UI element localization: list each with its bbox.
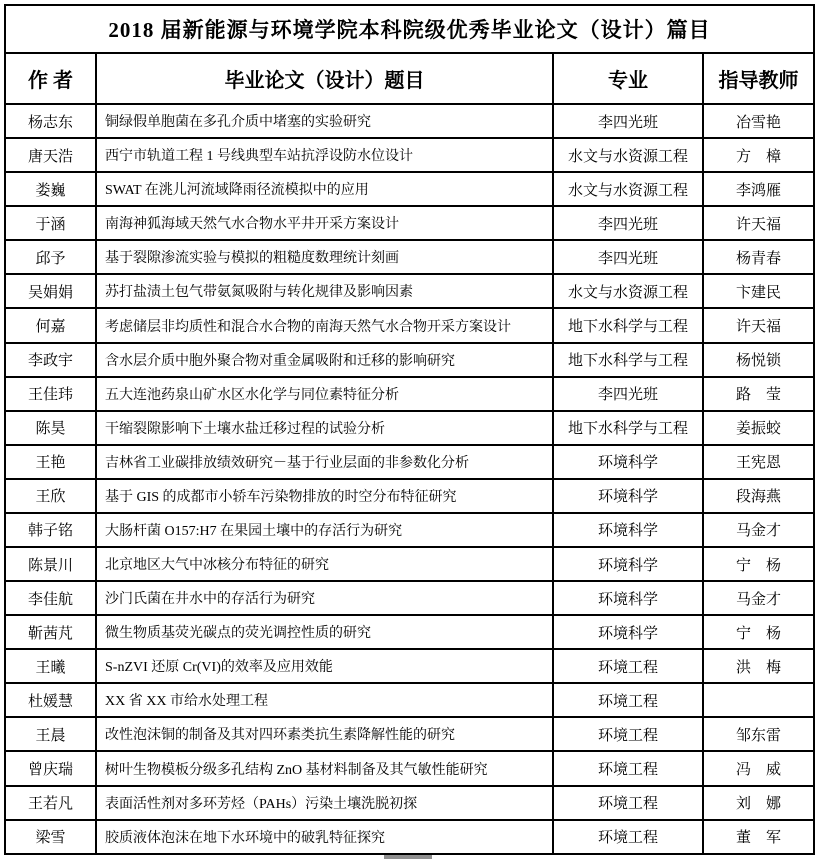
- table-row: [5, 172, 814, 206]
- thesis-title-cell: 树叶生物模板分级多孔结构 ZnO 基材料制备及其气敏性能研究: [96, 751, 553, 785]
- advisor-cell: 洪 梅: [703, 649, 814, 683]
- advisor-cell: 马金才: [703, 581, 814, 615]
- advisor-cell: 宁 杨: [703, 547, 814, 581]
- thesis-title-cell: S-nZVI 还原 Cr(VI)的效率及应用效能: [96, 649, 553, 683]
- table-row: [5, 104, 814, 138]
- major-cell: 环境科学: [553, 547, 703, 581]
- thesis-title-cell: 胶质液体泡沫在地下水环境中的破乳特征探究: [96, 820, 553, 854]
- table-row: [5, 649, 814, 683]
- advisor-cell: 刘 娜: [703, 786, 814, 820]
- major-cell: 水文与水资源工程: [553, 172, 703, 206]
- table-title-row: [5, 5, 814, 53]
- author-cell: 娄巍: [5, 172, 96, 206]
- advisor-cell: 宁 杨: [703, 615, 814, 649]
- table-title: 2018 届新能源与环境学院本科院级优秀毕业论文（设计）篇目: [5, 5, 814, 53]
- author-cell: 杜媛慧: [5, 683, 96, 717]
- thesis-title-cell: 铜绿假单胞菌在多孔介质中堵塞的实验研究: [96, 104, 553, 138]
- table-body: [5, 104, 814, 854]
- thesis-table: [4, 4, 815, 855]
- major-cell: 李四光班: [553, 240, 703, 274]
- table-header-row: [5, 53, 814, 104]
- advisor-cell: 姜振蛟: [703, 411, 814, 445]
- table-row: [5, 683, 814, 717]
- table-row: [5, 308, 814, 342]
- author-cell: 王曦: [5, 649, 96, 683]
- table-row: [5, 820, 814, 854]
- thesis-title-cell: 微生物质基荧光碳点的荧光调控性质的研究: [96, 615, 553, 649]
- table-row: [5, 343, 814, 377]
- thesis-title-cell: SWAT 在洮儿河流域降雨径流模拟中的应用: [96, 172, 553, 206]
- major-cell: 环境科学: [553, 615, 703, 649]
- major-cell: 环境工程: [553, 786, 703, 820]
- author-cell: 吴娟娟: [5, 274, 96, 308]
- thesis-title-cell: 表面活性剂对多环芳烃（PAHs）污染土壤洗脱初探: [96, 786, 553, 820]
- major-cell: 环境工程: [553, 717, 703, 751]
- table-row: [5, 751, 814, 785]
- advisor-cell: 马金才: [703, 513, 814, 547]
- advisor-cell: 段海燕: [703, 479, 814, 513]
- thesis-title-cell: 含水层介质中胞外聚合物对重金属吸附和迁移的影响研究: [96, 343, 553, 377]
- table-row: [5, 717, 814, 751]
- table-row: [5, 240, 814, 274]
- scrollbar-thumb[interactable]: [384, 855, 432, 859]
- major-cell: 环境科学: [553, 581, 703, 615]
- author-cell: 何嘉: [5, 308, 96, 342]
- thesis-title-cell: 大肠杆菌 O157:H7 在果园土壤中的存活行为研究: [96, 513, 553, 547]
- author-cell: 于涵: [5, 206, 96, 240]
- author-cell: 王佳玮: [5, 377, 96, 411]
- table-row: [5, 786, 814, 820]
- author-cell: 王若凡: [5, 786, 96, 820]
- major-cell: 环境科学: [553, 445, 703, 479]
- major-cell: 地下水科学与工程: [553, 343, 703, 377]
- author-cell: 李政宇: [5, 343, 96, 377]
- major-cell: 环境科学: [553, 513, 703, 547]
- advisor-cell: 许天福: [703, 308, 814, 342]
- col-header-advisor: 指导教师: [703, 53, 814, 104]
- table-row: [5, 411, 814, 445]
- major-cell: 李四光班: [553, 104, 703, 138]
- advisor-cell: 李鸿雁: [703, 172, 814, 206]
- author-cell: 王晨: [5, 717, 96, 751]
- table-row: [5, 547, 814, 581]
- thesis-title-cell: 干缩裂隙影响下土壤水盐迁移过程的试验分析: [96, 411, 553, 445]
- author-cell: 邱予: [5, 240, 96, 274]
- table-row: [5, 445, 814, 479]
- table-row: [5, 615, 814, 649]
- major-cell: 水文与水资源工程: [553, 138, 703, 172]
- advisor-cell: 王宪恩: [703, 445, 814, 479]
- author-cell: 梁雪: [5, 820, 96, 854]
- major-cell: 地下水科学与工程: [553, 411, 703, 445]
- author-cell: 陈景川: [5, 547, 96, 581]
- thesis-title-cell: 基于 GIS 的成都市小轿车污染物排放的时空分布特征研究: [96, 479, 553, 513]
- col-header-thesis-title: 毕业论文（设计）题目: [96, 53, 553, 104]
- col-header-author: 作 者: [5, 53, 96, 104]
- advisor-cell: 杨青春: [703, 240, 814, 274]
- major-cell: 水文与水资源工程: [553, 274, 703, 308]
- thesis-title-cell: 基于裂隙渗流实验与模拟的粗糙度数理统计刻画: [96, 240, 553, 274]
- thesis-title-cell: XX 省 XX 市给水处理工程: [96, 683, 553, 717]
- advisor-cell: 卞建民: [703, 274, 814, 308]
- table-row: [5, 581, 814, 615]
- advisor-cell: [703, 683, 814, 717]
- advisor-cell: 董 军: [703, 820, 814, 854]
- table-row: [5, 513, 814, 547]
- advisor-cell: 邹东雷: [703, 717, 814, 751]
- author-cell: 杨志东: [5, 104, 96, 138]
- thesis-title-cell: 五大连池药泉山矿水区水化学与同位素特征分析: [96, 377, 553, 411]
- author-cell: 王欣: [5, 479, 96, 513]
- thesis-title-cell: 北京地区大气中冰核分布特征的研究: [96, 547, 553, 581]
- thesis-title-cell: 南海神狐海域天然气水合物水平井开采方案设计: [96, 206, 553, 240]
- table-row: [5, 206, 814, 240]
- table-row: [5, 479, 814, 513]
- advisor-cell: 方 樟: [703, 138, 814, 172]
- table-row: [5, 377, 814, 411]
- major-cell: 环境工程: [553, 820, 703, 854]
- col-header-major: 专业: [553, 53, 703, 104]
- advisor-cell: 冶雪艳: [703, 104, 814, 138]
- thesis-title-cell: 西宁市轨道工程 1 号线典型车站抗浮设防水位设计: [96, 138, 553, 172]
- major-cell: 环境科学: [553, 479, 703, 513]
- major-cell: 李四光班: [553, 377, 703, 411]
- author-cell: 靳茜芃: [5, 615, 96, 649]
- thesis-title-cell: 改性泡沫铜的制备及其对四环素类抗生素降解性能的研究: [96, 717, 553, 751]
- major-cell: 环境工程: [553, 649, 703, 683]
- advisor-cell: 杨悦锁: [703, 343, 814, 377]
- thesis-title-cell: 考虑储层非均质性和混合水合物的南海天然气水合物开采方案设计: [96, 308, 553, 342]
- table-row: [5, 138, 814, 172]
- major-cell: 环境工程: [553, 683, 703, 717]
- table-row: [5, 274, 814, 308]
- advisor-cell: 许天福: [703, 206, 814, 240]
- author-cell: 王艳: [5, 445, 96, 479]
- author-cell: 陈昊: [5, 411, 96, 445]
- thesis-title-cell: 吉林省工业碳排放绩效研究－基于行业层面的非参数化分析: [96, 445, 553, 479]
- author-cell: 唐天浩: [5, 138, 96, 172]
- author-cell: 韩子铭: [5, 513, 96, 547]
- major-cell: 环境工程: [553, 751, 703, 785]
- major-cell: 地下水科学与工程: [553, 308, 703, 342]
- advisor-cell: 冯 威: [703, 751, 814, 785]
- major-cell: 李四光班: [553, 206, 703, 240]
- advisor-cell: 路 莹: [703, 377, 814, 411]
- thesis-title-cell: 沙门氏菌在井水中的存活行为研究: [96, 581, 553, 615]
- author-cell: 曾庆瑞: [5, 751, 96, 785]
- thesis-title-cell: 苏打盐渍土包气带氨氮吸附与转化规律及影响因素: [96, 274, 553, 308]
- author-cell: 李佳航: [5, 581, 96, 615]
